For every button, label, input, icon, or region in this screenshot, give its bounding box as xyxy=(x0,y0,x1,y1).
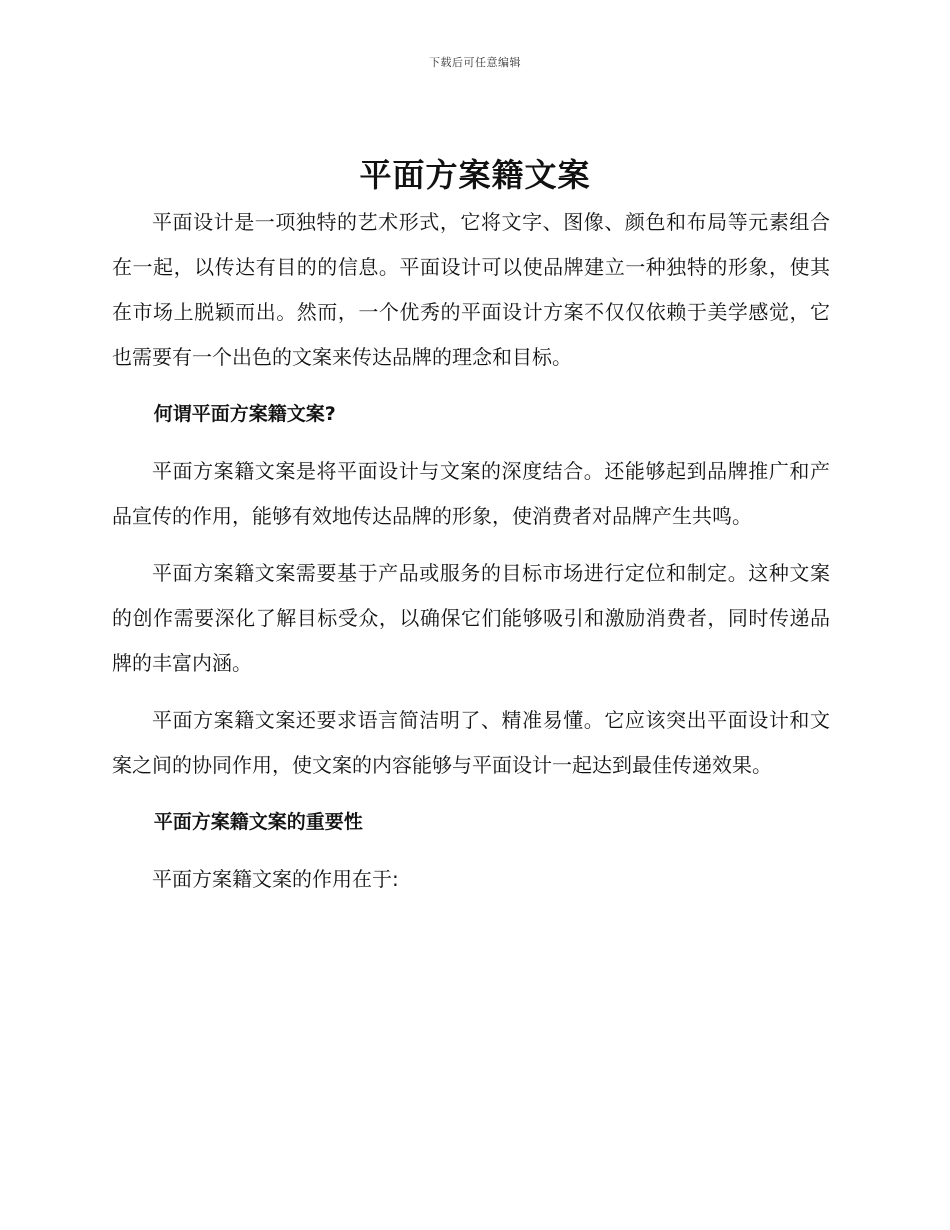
document-body xyxy=(112,200,830,914)
section-heading-definition: 何谓平面方案籍文案? xyxy=(153,403,336,425)
intro-paragraph: 平面设计是一项独特的艺术形式，它将文字、图像、颜色和布局等元素组合在一起，以传达有目的的信息。平面设计可以使品牌建立一种独特的形象，使其在市场上脱颖而出。然而，一个优秀的平面设计方案不仅仅依赖于美学感觉，它也需要有一个出色的文案来传达品牌的理念和目标。 xyxy=(112,210,830,369)
body-paragraph: 平面方案籍文案还要求语言简洁明了、精准易懂。它应该突出平面设计和文案之间的协同作用，使文案的内容能够与平面设计一起达到最佳传递效果。 xyxy=(112,708,830,777)
body-paragraph: 平面方案籍文案需要基于产品或服务的目标市场进行定位和制定。这种文案的创作需要深化了解目标受众，以确保它们能够吸引和激励消费者，同时传递品牌的丰富内涵。 xyxy=(112,561,830,675)
body-paragraph: 平面方案籍文案是将平面设计与文案的深度结合。还能够起到品牌推广和产品宣传的作用，能够有效地传达品牌的形象，使消费者对品牌产生共鸣。 xyxy=(112,459,830,528)
page-header-note: 下载后可任意编辑 xyxy=(429,56,521,69)
document-title: 平面方案籍文案 xyxy=(359,156,591,194)
body-paragraph: 平面方案籍文案的作用在于: xyxy=(152,867,399,891)
section-heading-importance: 平面方案籍文案的重要性 xyxy=(153,811,363,833)
